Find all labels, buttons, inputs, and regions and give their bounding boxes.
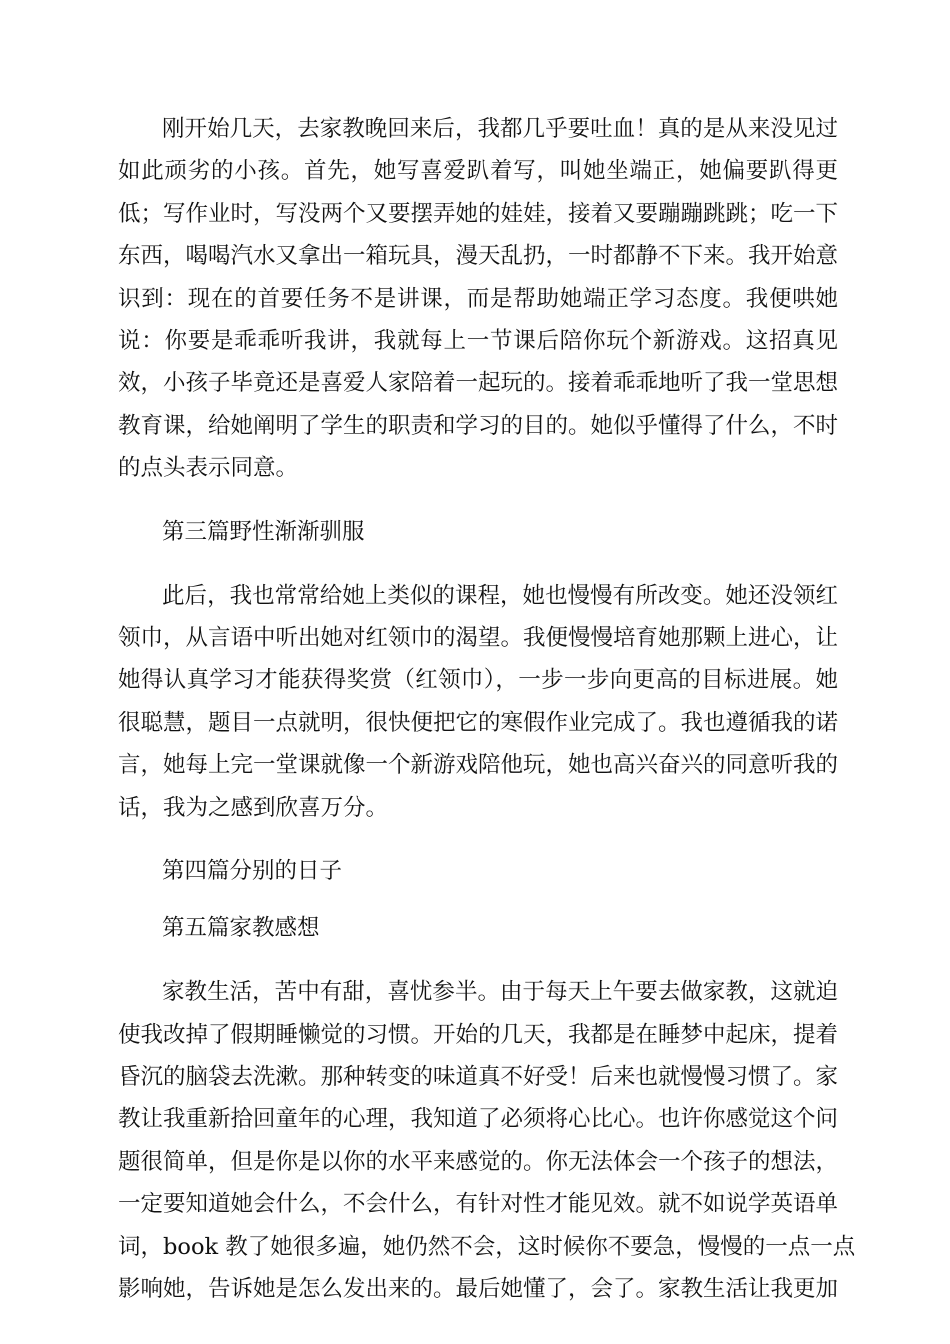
paragraph-3-line-2: 使我改掉了假期睡懒觉的习惯。开始的几天，我都是在睡梦中起床，提着 (118, 1022, 839, 1048)
paragraph-2-line-3: 她得认真学习才能获得奖赏（红领巾），一步一步向更高的目标进展。她 (118, 667, 838, 693)
paragraph-3-line-7: 词，book 教了她很多遍，她仍然不会，这时候你不要急，慢慢的一点一点 (118, 1234, 856, 1260)
paragraph-1-line-8: 教育课，给她阐明了学生的职责和学习的目的。她似乎懂得了什么，不时 (118, 413, 839, 439)
section-heading-3: 第三篇野性渐渐驯服 (162, 519, 365, 545)
section-heading-4: 第四篇分别的日子 (162, 858, 343, 884)
paragraph-3-line-5: 题很简单，但是你是以你的水平来感觉的。你无法体会一个孩子的想法， (118, 1149, 839, 1175)
paragraph-2-line-2: 领巾，从言语中听出她对红领巾的渴望。我便慢慢培育她那颗上进心，让 (118, 625, 839, 651)
paragraph-3-line-1: 家教生活，苦中有甜，喜忧参半。由于每天上午要去做家教，这就迫 (162, 979, 838, 1005)
paragraph-3-line-4: 教让我重新拾回童年的心理，我知道了必须将心比心。也许你感觉这个问 (118, 1106, 839, 1132)
paragraph-3-line-6: 一定要知道她会什么，不会什么，有针对性才能见效。就不如说学英语单 (118, 1191, 839, 1217)
paragraph-1-line-1: 刚开始几天，去家教晚回来后，我都几乎要吐血！真的是从来没见过 (162, 116, 838, 142)
paragraph-2-line-6: 话，我为之感到欣喜万分。 (118, 795, 389, 821)
paragraph-1-line-3: 低；写作业时，写没两个又要摆弄她的娃娃，接着又要蹦蹦跳跳；吃一下 (118, 201, 839, 227)
paragraph-3-line-8: 影响她，告诉她是怎么发出来的。最后她懂了，会了。家教生活让我更加 (118, 1276, 839, 1302)
paragraph-1-line-9: 的点头表示同意。 (118, 455, 299, 481)
paragraph-1-line-2: 如此顽劣的小孩。首先，她写喜爱趴着写，叫她坐端正，她偏要趴得更 (118, 158, 838, 184)
paragraph-3-line-3: 昏沉的脑袋去洗漱。那种转变的味道真不好受！后来也就慢慢习惯了。家 (118, 1064, 839, 1090)
paragraph-2-line-4: 很聪慧，题目一点就明，很快便把它的寒假作业完成了。我也遵循我的诺 (118, 710, 839, 736)
paragraph-2-line-5: 言，她每上完一堂课就像一个新游戏陪他玩，她也高兴奋兴的同意听我的 (118, 752, 839, 778)
paragraph-1-line-7: 效，小孩子毕竟还是喜爱人家陪着一起玩的。接着乖乖地听了我一堂思想 (118, 370, 839, 396)
paragraph-1-line-6: 说：你要是乖乖听我讲，我就每上一节课后陪你玩个新游戏。这招真见 (118, 328, 838, 354)
paragraph-2-line-1: 此后，我也常常给她上类似的课程，她也慢慢有所改变。她还没领红 (162, 583, 838, 609)
section-heading-5: 第五篇家教感想 (162, 915, 320, 941)
paragraph-1-line-4: 东西，喝喝汽水又拿出一箱玩具，漫天乱扔，一时都静不下来。我开始意 (118, 243, 839, 269)
paragraph-1-line-5: 识到：现在的首要任务不是讲课，而是帮助她端正学习态度。我便哄她 (118, 286, 838, 312)
